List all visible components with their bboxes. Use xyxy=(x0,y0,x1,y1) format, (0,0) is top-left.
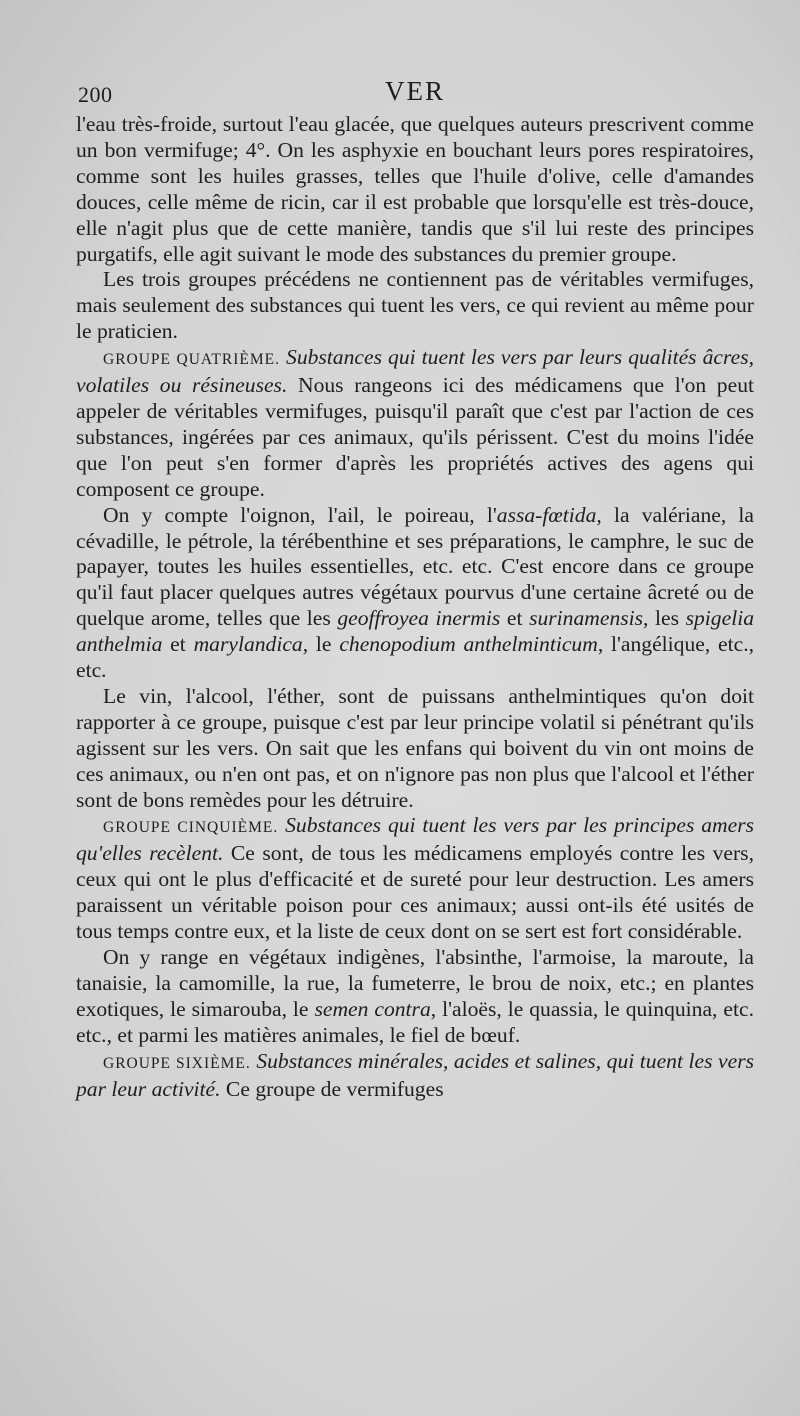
paragraph xyxy=(76,684,754,814)
text-run: , le xyxy=(302,632,340,657)
text-run: On y range en végétaux indigènes, l'absinthe, l'armoise, la maroute, la tanaisie, la camomille, la rue, la fumeterre, le brou de noix, etc.; en plantes exotiques, le simarouba, le xyxy=(76,945,754,1021)
italic-text: chenopodium anthelminticum xyxy=(339,632,598,657)
group-heading: GROUPE QUATRIÈME. xyxy=(103,351,280,369)
italic-text: surinamensis xyxy=(529,606,644,631)
italic-text: marylandica xyxy=(193,632,303,657)
paragraph xyxy=(76,813,754,945)
body-text xyxy=(76,112,754,1102)
italic-text: assa-fœtida xyxy=(496,502,597,527)
text-run: , les xyxy=(643,606,686,631)
text-run: Ce sont, de tous les médicamens employés contre les vers, ceux qui ont le plus d'efficacité et de sureté pour leur destruction. Les amers paraissent un véritable poison pour ces animaux; aussi ont-ils été usités de tous temps contre eux, et la liste de ceux dont on se sert est fort considérable. xyxy=(76,841,754,944)
italic-text: semen contra xyxy=(314,996,431,1021)
italic-text: spigelia anthelmia xyxy=(76,606,754,657)
italic-text: Substances qui tuent les vers par les principes amers qu'elles recèlent. xyxy=(76,813,755,866)
text-run: , l'aloës, le quassia, le quinquina, etc. etc., et parmi les matières animales, le fiel de bœuf. xyxy=(76,996,754,1047)
text-run: l'eau très-froide, surtout l'eau glacée, que quelques auteurs prescrivent comme un bon vermifuge; 4°. On les asphyxie en bouchant leurs pores respiratoires, comme sont les huiles grasses, telles que l'huile d'olive, celle d'amandes douces, celle même de ricin, car il est probable que lorsqu'elle est très-douce, elle n'agit plus que de cette manière, tandis que s'il lui reste des principes purgatifs, elle agit suivant le mode des substances du premier groupe. xyxy=(76,112,754,266)
text-run: Les trois groupes précédens ne contiennent pas de véritables vermifuges, mais seulement des substances qui tuent les vers, ce qui revient au même pour le praticien. xyxy=(76,267,754,344)
italic-text: Substances qui tuent les vers par leurs qualités âcres, volatiles ou résineuses. xyxy=(76,345,755,398)
paragraph xyxy=(76,345,754,502)
paragraph xyxy=(76,112,754,267)
italic-text: Substances minérales, acides et salines, qui tuent les vers par leur activité. xyxy=(76,1048,754,1101)
text-run: et xyxy=(162,632,194,657)
running-head: VER xyxy=(385,76,445,106)
text-run: Le vin, l'alcool, l'éther, sont de puissans anthelmintiques qu'on doit rapporter à ce groupe, puisque c'est par leur principe volatil si pénétrant qu'ils agissent sur les vers. On sait que les enfans qui boivent du vin ont moins de ces animaux, ou n'en ont pas, et on n'ignore pas non plus que l'alcool et l'éther sont de bons remèdes pour les détruire. xyxy=(76,683,754,812)
group-heading: GROUPE SIXIÈME. xyxy=(103,1054,251,1072)
text-run: , l'angélique, etc., etc. xyxy=(76,632,755,683)
page-number: 200 xyxy=(78,82,113,107)
group-heading: GROUPE CINQUIÈME. xyxy=(103,819,279,837)
text-run: Nous rangeons ici des médicamens que l'on peut appeler de véritables vermifuges, puisqu'il paraît que c'est par l'action de ces substances, ingérées par ces animaux, qu'ils périssent. C'est du moins l'idée que l'on peut s'en former d'après les propriétés actives des agens qui composent ce groupe. xyxy=(76,373,754,501)
text-run: On y compte l'oignon, l'ail, le poireau, l' xyxy=(103,502,497,527)
paragraph xyxy=(76,503,754,684)
text-run: Ce groupe de vermifuges xyxy=(220,1076,444,1101)
italic-text: geoffroyea inermis xyxy=(337,606,501,631)
text-run: , la valériane, la cévadille, le pétrole, la térébenthine et ses préparations, le camphre, le suc de papayer, toutes les huiles essentielles, etc. etc. C'est encore dans ce groupe qu'il faut placer quelques autres végétaux pourvus d'une certaine âcreté ou de quelque arome, telles que les xyxy=(76,502,754,631)
text-run: et xyxy=(500,606,530,631)
page-header xyxy=(78,76,752,112)
paragraph xyxy=(76,1049,754,1103)
paragraph xyxy=(76,267,754,345)
paragraph xyxy=(76,945,754,1049)
